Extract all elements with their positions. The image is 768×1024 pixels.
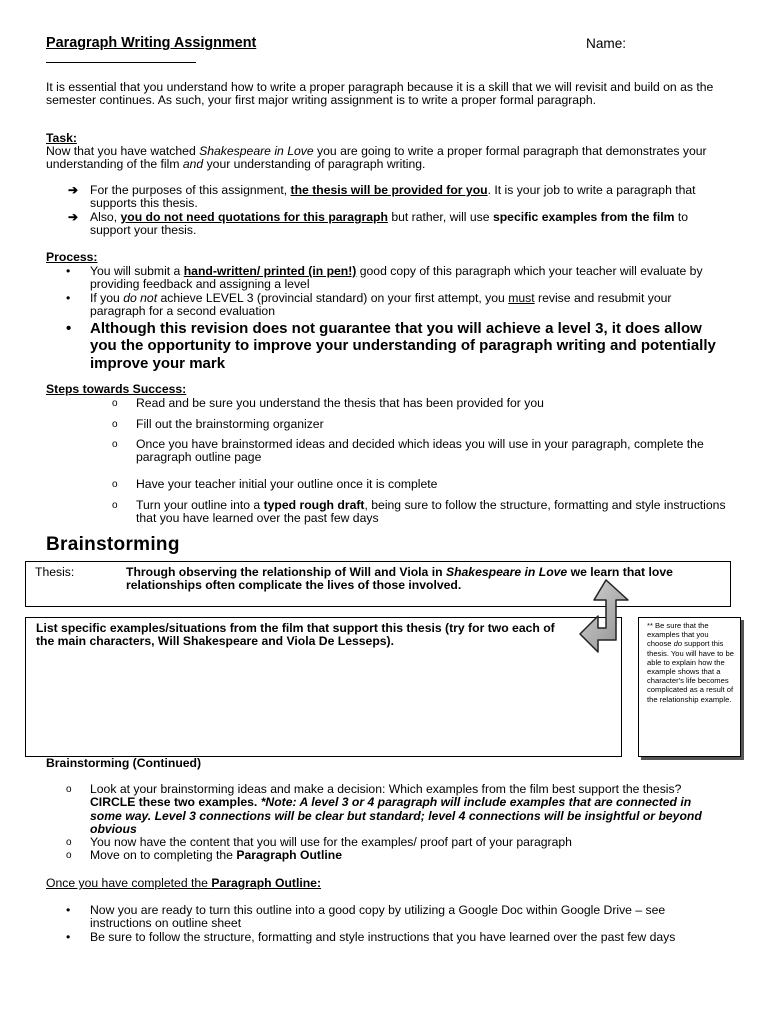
examples-prompt: List specific examples/situations from the film that support this thesis (try for two each of the main characters, Will Shakespeare and Viola De Lesseps). [36,621,555,649]
bullet-icon: • [66,930,71,944]
arrow-icon: ➔ [68,210,79,224]
circle-bullet-icon: o [112,479,118,490]
page-title: Paragraph Writing Assignment [46,35,257,51]
intro-paragraph: It is essential that you understand how to write a proper paragraph because it is a skill that we will revisit and build on as the semester continues. As such, your first major writing assignment is to write a proper formal paragraph. [46,80,714,108]
brainstorming-title: Brainstorming [46,534,180,555]
bullet-icon: • [66,291,71,305]
circle-bullet-icon: o [112,398,118,409]
bullet-icon: • [66,320,72,337]
circle-bullet-icon: o [112,439,118,450]
circle-bullet-icon: o [112,419,118,430]
note-text: ** Be sure that the examples that you choose do support this thesis. You will have to be able to explain how the example shows that a character's life becomes complicated as a result of the relationship example. [647,621,734,704]
circle-bullet-icon: o [112,500,118,511]
brainstorming-continued-heading: Brainstorming (Continued) [46,756,202,770]
process-heading: Process: [46,250,98,264]
task-heading: Task: [46,131,77,145]
bullet-icon: • [66,264,71,278]
circle-bullet-icon: o [66,837,72,848]
steps-heading: Steps towards Success: [46,382,187,396]
task-paragraph: Now that you have watched Shakespeare in Love you are going to write a proper formal paragraph that demonstrates your understanding of the film and your understanding of paragraph writing. [46,144,707,172]
name-label: Name: [586,36,627,51]
circle-bullet-icon: o [66,850,72,861]
name-line [46,62,196,63]
thesis-text: Through observing the relationship of Will and Viola in Shakespeare in Love we learn that love relationships often complicate the lives of those involved. [126,565,673,593]
u-turn-arrow-icon [578,578,638,668]
arrow-icon: ➔ [68,183,79,197]
thesis-label: Thesis: [35,565,75,579]
circle-bullet-icon: o [66,784,72,795]
bullet-icon: • [66,903,71,917]
outline-heading: Once you have completed the Paragraph Outline: [46,876,322,890]
